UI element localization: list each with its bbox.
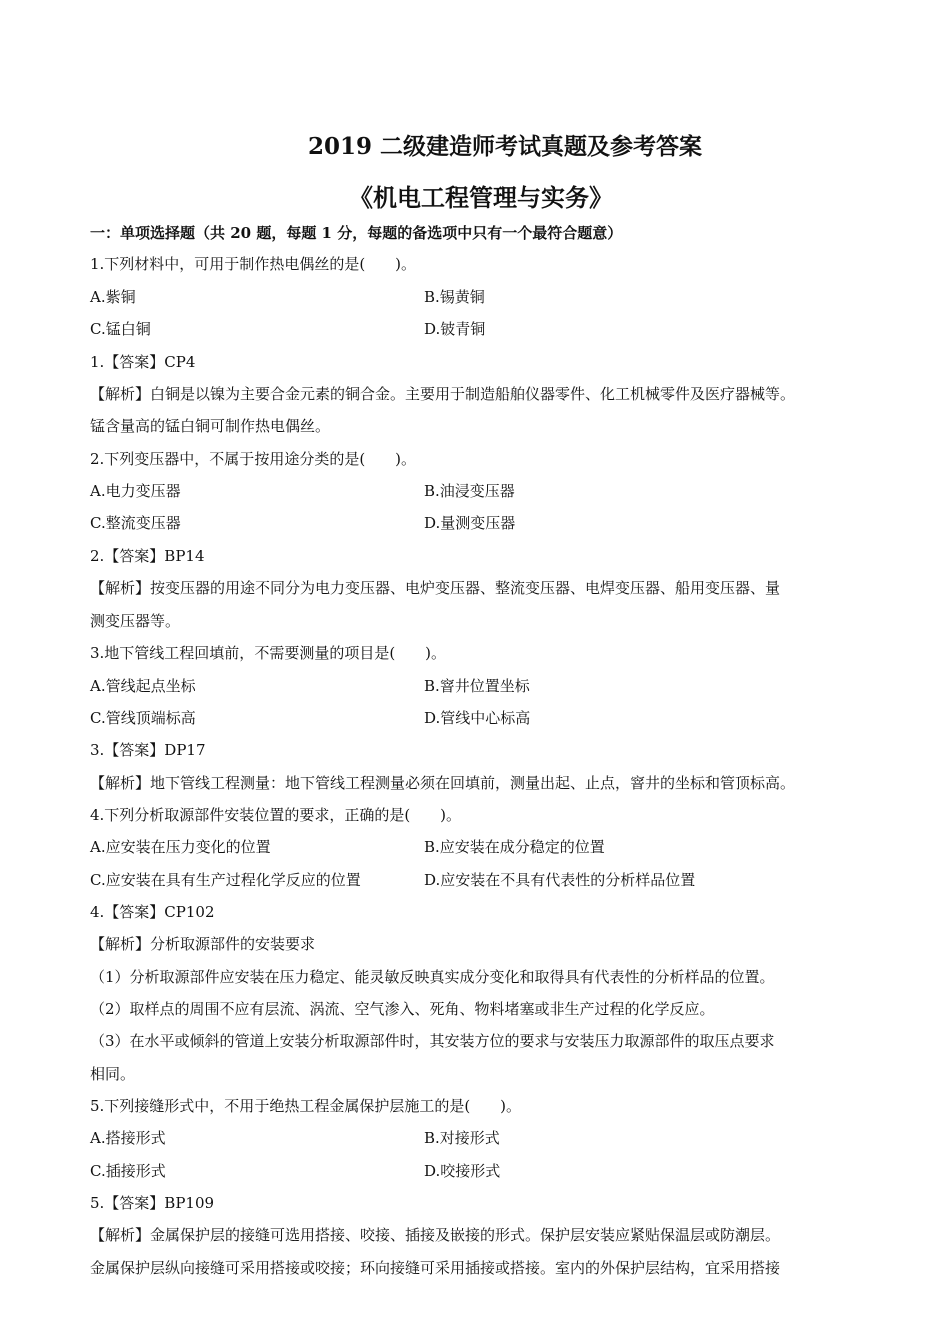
question-4-answer: 4.【答案】CP102 (90, 903, 215, 921)
question-1-option-a: A.紫铜 (90, 288, 136, 306)
question-5-option-b: B.对接形式 (424, 1129, 500, 1147)
question-4-analysis-line: （3）在水平或倾斜的管道上安装分析取源部件时，其安装方位的要求与安装压力取源部件的取压点要求 (90, 1032, 775, 1050)
question-1-option-c: C.锰白铜 (90, 320, 151, 338)
question-2-option-b: B.油浸变压器 (424, 482, 515, 500)
question-3-answer: 3.【答案】DP17 (90, 741, 206, 759)
question-4-analysis-line: （2）取样点的周围不应有层流、涡流、空气渗入、死角、物料堵塞或非生产过程的化学反应。 (90, 1000, 715, 1018)
question-2-option-d: D.量测变压器 (424, 514, 516, 532)
question-1-option-b: B.锡黄铜 (424, 288, 485, 306)
question-3-stem: 3.地下管线工程回填前，不需要测量的项目是( )。 (90, 644, 447, 662)
question-1-analysis-line: 锰含量高的锰白铜可制作热电偶丝。 (90, 417, 331, 435)
question-5-stem: 5.下列接缝形式中，不用于绝热工程金属保护层施工的是( )。 (90, 1097, 522, 1115)
question-2-answer: 2.【答案】BP14 (90, 547, 205, 565)
question-1-analysis-line: 【解析】白铜是以镍为主要合金元素的铜合金。主要用于制造船舶仪器零件、化工机械零件及医疗器械等。 (90, 385, 796, 403)
question-2-analysis-line: 【解析】按变压器的用途不同分为电力变压器、电炉变压器、整流变压器、电焊变压器、船用变压器、量 (90, 579, 781, 597)
question-4-option-b: B.应安装在成分稳定的位置 (424, 838, 605, 856)
question-1-stem: 1.下列材料中，可用于制作热电偶丝的是( )。 (90, 255, 417, 273)
question-5-analysis-line: 金属保护层纵向接缝可采用搭接或咬接；环向接缝可采用插接或搭接。室内的外保护层结构，宜采用搭接 (90, 1259, 781, 1277)
question-3-option-d: D.管线中心标高 (424, 709, 531, 727)
question-2-option-c: C.整流变压器 (90, 514, 181, 532)
question-4-option-c: C.应安装在具有生产过程化学反应的位置 (90, 871, 361, 889)
question-4-stem: 4.下列分析取源部件安装位置的要求，正确的是( )。 (90, 806, 462, 824)
question-5-option-d: D.咬接形式 (424, 1162, 501, 1180)
question-4-option-d: D.应安装在不具有代表性的分析样品位置 (424, 871, 696, 889)
question-4-option-a: A.应安装在压力变化的位置 (90, 838, 271, 856)
question-5-option-a: A.搭接形式 (90, 1129, 166, 1147)
question-3-analysis-line: 【解析】地下管线工程测量：地下管线工程测量必须在回填前，测量出起、止点，窨井的坐标和管顶标高。 (90, 774, 796, 792)
question-2-option-a: A.电力变压器 (90, 482, 181, 500)
question-2-stem: 2.下列变压器中，不属于按用途分类的是( )。 (90, 450, 417, 468)
question-1-option-d: D.铍青铜 (424, 320, 486, 338)
question-5-analysis-line: 【解析】金属保护层的接缝可选用搭接、咬接、插接及嵌接的形式。保护层安装应紧贴保温层或防潮层。 (90, 1226, 781, 1244)
question-3-option-b: B.窨井位置坐标 (424, 677, 530, 695)
document-subtitle: 《机电工程管理与实务》 (349, 183, 613, 212)
question-5-answer: 5.【答案】BP109 (90, 1194, 215, 1212)
question-3-option-c: C.管线顶端标高 (90, 709, 196, 727)
question-1-answer: 1.【答案】CP4 (90, 353, 196, 371)
document-title: 2019 二级建造师考试真题及参考答案 (307, 133, 703, 160)
question-3-option-a: A.管线起点坐标 (90, 677, 196, 695)
question-4-analysis-line: 相同。 (90, 1065, 136, 1083)
question-4-analysis-line: 【解析】分析取源部件的安装要求 (90, 935, 316, 953)
question-4-analysis-line: （1）分析取源部件应安装在压力稳定、能灵敏反映真实成分变化和取得具有代表性的分析样品的位置。 (90, 968, 775, 986)
section-heading: 一：单项选择题（共 20 题，每题 1 分，每题的备选项中只有一个最符合题意） (90, 224, 623, 242)
question-2-analysis-line: 测变压器等。 (90, 612, 181, 630)
question-5-option-c: C.插接形式 (90, 1162, 166, 1180)
